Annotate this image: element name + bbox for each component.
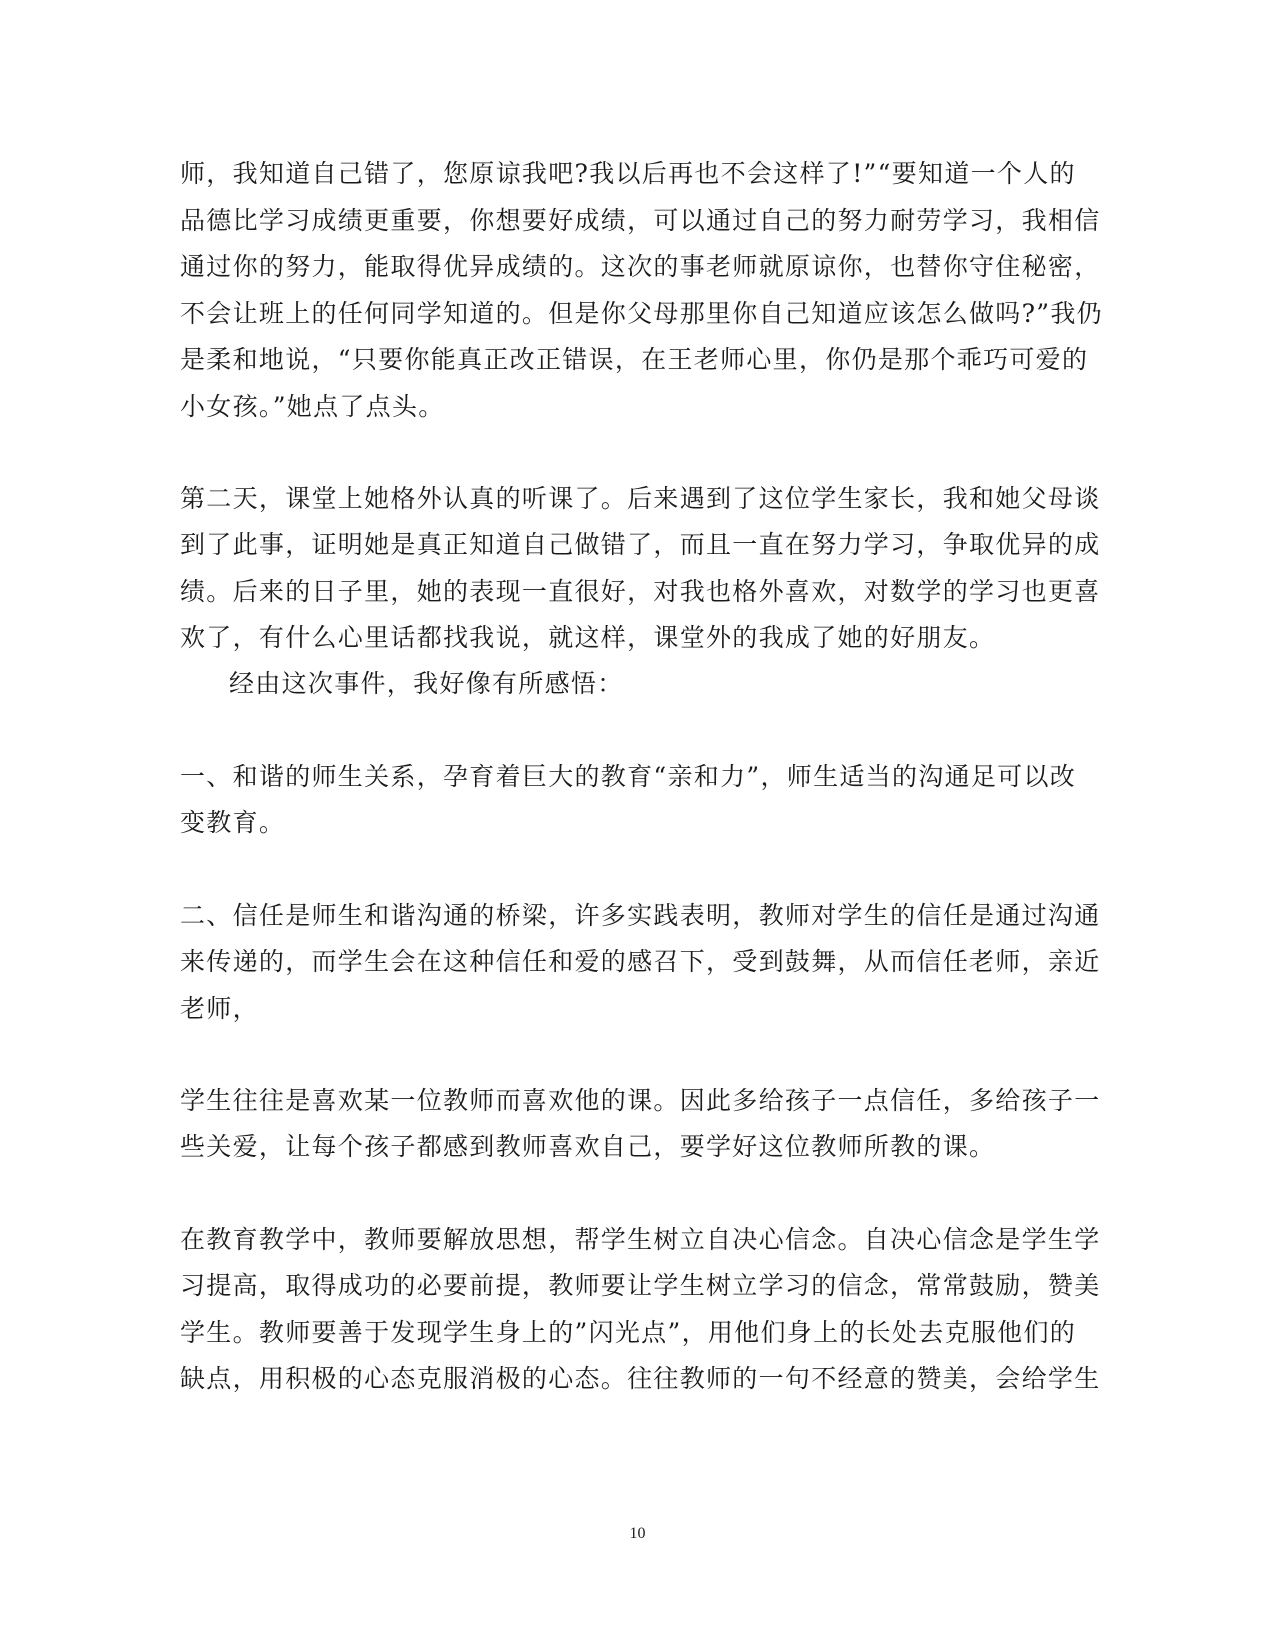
list-item-two-line: 来传递的，而学生会在这种信任和爱的感召下，受到鼓舞，从而信任老师，亲近 bbox=[180, 947, 1101, 976]
body-text-line: 第二天，课堂上她格外认真的听课了。后来遇到了这位学生家长，我和她父母谈 bbox=[180, 484, 1101, 513]
body-text-line: 品德比学习成绩更重要，你想要好成绩，可以通过自己的努力耐劳学习，我相信 bbox=[180, 206, 1101, 235]
body-text-line: 是柔和地说，“只要你能真正改正错误，在王老师心里，你仍是那个乖巧可爱的 bbox=[180, 345, 1089, 374]
list-item-two-line: 老师， bbox=[180, 994, 259, 1023]
body-text-line: 在教育教学中，教师要解放思想，帮学生树立自决心信念。自决心信念是学生学 bbox=[180, 1225, 1101, 1254]
list-item-one-line: 变教育。 bbox=[180, 808, 286, 837]
body-text-line: 通过你的努力，能取得优异成绩的。这次的事老师就原谅你，也替你守住秘密， bbox=[180, 252, 1101, 281]
indented-text-line: 经由这次事件，我好像有所感悟： bbox=[229, 669, 624, 698]
body-text-line: 学生。教师要善于发现学生身上的”闪光点”，用他们身上的长处去克服他们的 bbox=[180, 1318, 1077, 1347]
body-text-line: 到了此事，证明她是真正知道自己做错了，而且一直在努力学习，争取优异的成 bbox=[180, 530, 1101, 559]
list-item-one-line: 一、和谐的师生关系，孕育着巨大的教育“亲和力”，师生适当的沟通足可以改 bbox=[180, 762, 1077, 791]
body-text-line: 师，我知道自己错了，您原谅我吧?我以后再也不会这样了!”“要知道一个人的 bbox=[180, 159, 1076, 188]
page-number: 10 bbox=[629, 1525, 646, 1542]
body-text-line: 绩。后来的日子里，她的表现一直很好，对我也格外喜欢，对数学的学习也更喜 bbox=[180, 577, 1101, 606]
body-text-line: 习提高，取得成功的必要前提，教师要让学生树立学习的信念，常常鼓励，赞美 bbox=[180, 1271, 1101, 1300]
list-item-two-line: 二、信任是师生和谐沟通的桥梁，许多实践表明，教师对学生的信任是通过沟通 bbox=[180, 901, 1101, 930]
body-text-line: 学生往往是喜欢某一位教师而喜欢他的课。因此多给孩子一点信任，多给孩子一 bbox=[180, 1086, 1101, 1115]
body-text-line: 欢了，有什么心里话都找我说，就这样，课堂外的我成了她的好朋友。 bbox=[180, 623, 996, 652]
body-text-line: 不会让班上的任何同学知道的。但是你父母那里你自己知道应该怎么做吗?”我仍 bbox=[180, 299, 1103, 328]
body-text-line: 些关爱，让每个孩子都感到教师喜欢自己，要学好这位教师所教的课。 bbox=[180, 1132, 996, 1161]
body-text-line: 小女孩。”她点了点头。 bbox=[180, 392, 445, 421]
body-text-line: 缺点，用积极的心态克服消极的心态。往往教师的一句不经意的赞美，会给学生 bbox=[180, 1364, 1101, 1393]
